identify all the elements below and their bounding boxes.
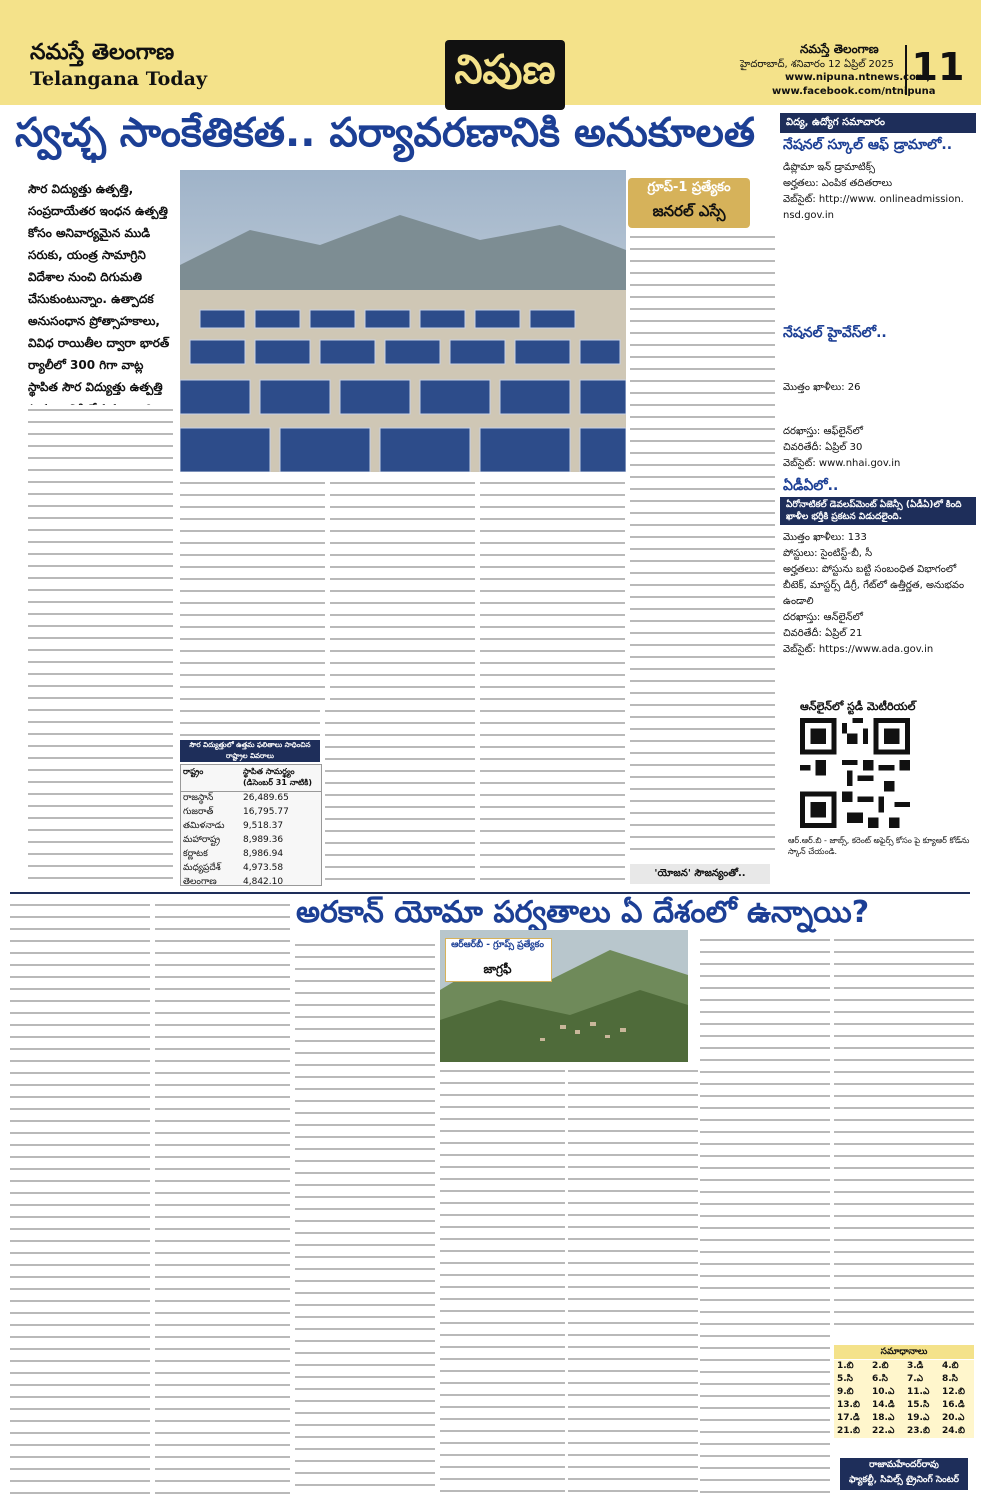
table-cell-state: కర్ణాటక bbox=[183, 849, 208, 859]
answer-item: 13.బి bbox=[837, 1400, 860, 1410]
qr-code-icon[interactable] bbox=[800, 718, 910, 828]
answer-item: 7.ఎ bbox=[907, 1374, 924, 1384]
ada-title: ఏడీఏలో.. bbox=[783, 478, 839, 494]
table-header-capacity: స్థాపిత సామర్థ్యం (డిసెంబర్ 31 నాటికి) bbox=[243, 767, 313, 787]
article1-column-8 bbox=[180, 706, 320, 736]
ada-item: చివరితేదీ: ఏప్రిల్ 21 bbox=[783, 628, 863, 639]
table-row bbox=[181, 876, 321, 890]
table-cell-state: గుజరాత్ bbox=[183, 807, 214, 817]
table-row bbox=[181, 848, 321, 862]
nsd-title: నేషనల్ స్కూల్ ఆఫ్ డ్రామాలో.. bbox=[783, 137, 953, 153]
nhai-item[interactable]: వెబ్‌సైట్: www.nhai.gov.in bbox=[783, 458, 901, 469]
solar-table-title: సౌర విద్యుత్తులో ఉత్తమ ఫలితాలు సాధించిన రాష్ట్రాల వివరాలు bbox=[180, 740, 320, 762]
ada-announcement: ఏరోనాటికల్ డెవలప్‌మెంట్ ఏజెన్సీ (ఏడీఏ)లో కింది ఖాళీల భర్తీకి ప్రకటన విడుదలైంది. bbox=[780, 497, 976, 525]
ada-item[interactable]: వెబ్‌సైట్: https://www.ada.gov.in bbox=[783, 644, 934, 655]
group1-badge-title: గ్రూప్-1 ప్రత్యేకం bbox=[647, 180, 731, 195]
ada-item: దరఖాస్తు: ఆన్‌లైన్‌లో bbox=[783, 612, 863, 623]
quiz-column-5 bbox=[568, 1066, 698, 1495]
answer-item: 9.బి bbox=[837, 1387, 854, 1397]
author-name: రాజామహేందర్‌రావు bbox=[869, 1460, 939, 1470]
article1-column-1 bbox=[28, 405, 173, 885]
answer-item: 15.సి bbox=[907, 1400, 930, 1410]
header-paper-name: నమస్తే తెలంగాణ bbox=[800, 42, 879, 56]
answer-item: 22.ఎ bbox=[872, 1426, 895, 1436]
ada-item: అర్హతలు: పోస్టును బట్టి సంబంధిత విభాగంలో బీటెక్, మాస్టర్స్ డిగ్రీ, గేట్‌లో ఉత్తీర్ణత, అనుభవం ఉండాలి bbox=[783, 564, 965, 607]
nsd-item: డిప్లొమా ఇన్ డ్రామాటిక్స్ bbox=[783, 162, 876, 173]
article1-column-7 bbox=[480, 706, 625, 886]
qr-caption: ఆర్.ఆర్.బి - జాబ్స్, కరెంట్ అఫైర్స్ కోసం పై క్యూఆర్ కోడ్‌ను స్కాన్ చేయండి. bbox=[788, 836, 970, 856]
table-cell-capacity: 9,518.37 bbox=[243, 821, 284, 831]
table-row bbox=[181, 792, 321, 806]
table-cell-capacity: 8,986.94 bbox=[243, 849, 284, 859]
article1-column-3 bbox=[330, 478, 475, 703]
quiz-column-7 bbox=[834, 935, 974, 1335]
answer-item: 17.డి bbox=[837, 1413, 860, 1423]
answer-item: 12.బి bbox=[942, 1387, 965, 1397]
nhai-item: చివరితేదీ: ఏప్రిల్ 30 bbox=[783, 442, 863, 453]
nhai-title: నేషనల్ హైవేస్‌లో.. bbox=[783, 325, 887, 341]
answer-item: 21.బి bbox=[837, 1426, 860, 1436]
table-cell-state: మహారాష్ట్ర bbox=[183, 835, 221, 845]
table-cell-state: రాజస్థాన్ bbox=[183, 793, 214, 803]
quiz-column-1 bbox=[10, 900, 150, 1495]
table-row bbox=[181, 806, 321, 820]
group1-badge-subtitle: జనరల్ ఎస్సే bbox=[652, 202, 726, 220]
answer-item: 14.డి bbox=[872, 1400, 895, 1410]
table-cell-state: తమిళనాడు bbox=[183, 821, 225, 831]
nipuna-logo: నిపుణ bbox=[445, 40, 565, 110]
header-date: హైదరాబాద్, శనివారం 12 ఏప్రిల్ 2025 bbox=[740, 59, 894, 70]
brand-telugu: నమస్తే తెలంగాణ bbox=[30, 40, 175, 65]
answer-item: 16.డి bbox=[942, 1400, 965, 1410]
answer-item: 6.సి bbox=[872, 1374, 888, 1384]
quiz-column-6 bbox=[700, 935, 830, 1495]
answer-item: 10.ఎ bbox=[872, 1387, 895, 1397]
answer-item: 24.బి bbox=[942, 1426, 965, 1436]
answer-item: 2.బి bbox=[872, 1361, 889, 1371]
nhai-list bbox=[783, 380, 975, 472]
article1-column-4 bbox=[480, 478, 625, 703]
article-intro: సౌర విద్యుత్తు ఉత్పత్తి, సంప్రదాయేతర ఇంధన ఉత్పత్తి కోసం అనివార్యమైన ముడి సరుకు, యంత్ర సామాగ్రిని విదేశాల నుంచి దిగుమతి చేసుకుంటున్నాం. ఉత్పాదక అనుసంధాన ప్రోత్సాహకాలు, వివిధ రాయితీల ద్వారా భారత్ ర్యాలీలో 300 గిగా వాట్ల స్థాపిత సౌర విద్యుత్తు ఉత్పత్తి bbox=[28, 182, 170, 394]
nsd-item: వెబ్‌సైట్: http://www. onlineadmission. nsd.gov.in bbox=[783, 194, 964, 221]
ada-item: మొత్తం ఖాళీలు: 133 bbox=[783, 532, 867, 543]
nsd-item: అర్హతలు: ఎంపిక తదితరాలు bbox=[783, 178, 893, 189]
answer-item: 3.డి bbox=[907, 1361, 924, 1371]
answer-item: 1.బి bbox=[837, 1361, 854, 1371]
nhai-item: మొత్తం ఖాళీలు: 26 bbox=[783, 382, 861, 393]
solar-panels-photo bbox=[180, 170, 626, 472]
courtesy-note: 'యోజన' సౌజన్యంతో.. bbox=[630, 864, 770, 884]
table-cell-capacity: 4,973.58 bbox=[243, 863, 284, 873]
nsd-list bbox=[783, 160, 975, 220]
answers-header: సమాధానాలు bbox=[834, 1345, 974, 1359]
answer-item: 23.బి bbox=[907, 1426, 930, 1436]
author-role: ఫ్యాకల్టీ, సివిల్స్ ట్రైనింగ్ సెంటర్ bbox=[848, 1475, 959, 1485]
geography-badge-subtitle: జాగ్రఫీ bbox=[483, 962, 512, 976]
answer-item: 8.సి bbox=[942, 1374, 958, 1384]
page-number: 11 bbox=[905, 45, 969, 95]
header-facebook-url[interactable]: www.facebook.com/ntnipuna bbox=[772, 86, 936, 97]
nhai-item: దరఖాస్తు: ఆఫ్‌లైన్‌లో bbox=[783, 426, 863, 437]
quiz-column-3 bbox=[295, 940, 435, 1495]
sidebar-header: విద్య, ఉద్యోగ సమాచారం bbox=[780, 113, 976, 133]
author-credit bbox=[840, 1458, 968, 1490]
brand-english: Telangana Today bbox=[30, 68, 207, 90]
table-row bbox=[181, 820, 321, 834]
solar-table bbox=[180, 764, 322, 886]
table-header-state: రాష్ట్రం bbox=[183, 767, 204, 776]
article1-column-6 bbox=[325, 706, 475, 886]
article1-column-2 bbox=[180, 478, 325, 703]
table-row bbox=[181, 862, 321, 876]
section-divider bbox=[10, 892, 970, 894]
table-row bbox=[181, 834, 321, 848]
answer-item: 20.ఎ bbox=[942, 1413, 965, 1423]
quiz-headline: అరకాన్ యోమా పర్వతాలు ఏ దేశంలో ఉన్నాయి? bbox=[296, 895, 870, 930]
table-cell-capacity: 4,842.10 bbox=[243, 877, 284, 887]
table-cell-capacity: 16,795.77 bbox=[243, 807, 289, 817]
table-cell-capacity: 26,489.65 bbox=[243, 793, 289, 803]
answer-item: 19.ఎ bbox=[907, 1413, 930, 1423]
geography-badge-title: ఆర్‌ఆర్‌బీ - గ్రూప్స్ ప్రత్యేకం bbox=[451, 940, 544, 950]
article1-column-5 bbox=[630, 232, 775, 857]
answer-item: 11.ఎ bbox=[907, 1387, 930, 1397]
table-cell-state: తెలంగాణ bbox=[183, 877, 217, 887]
answer-item: 18.ఎ bbox=[872, 1413, 895, 1423]
answer-item: 5.సి bbox=[837, 1374, 853, 1384]
main-headline: స్వచ్ఛ సాంకేతికత.. పర్యావరణానికి అనుకూలత bbox=[15, 110, 755, 156]
table-cell-state: మధ్యప్రదేశ్ bbox=[183, 863, 221, 873]
answer-item: 4.బి bbox=[942, 1361, 959, 1371]
ada-list bbox=[783, 530, 975, 658]
answers-grid bbox=[834, 1360, 974, 1438]
study-material-title: ఆన్‌లైన్‌లో స్టడీ మెటీరియల్ bbox=[800, 700, 916, 713]
header-url[interactable]: www.nipuna.ntnews.com, bbox=[785, 72, 931, 83]
table-cell-capacity: 8,989.36 bbox=[243, 835, 284, 845]
quiz-column-4 bbox=[440, 1066, 565, 1495]
ada-item: పోస్టులు: సైంటిస్ట్-బీ, సీ bbox=[783, 548, 873, 559]
quiz-column-2 bbox=[155, 900, 290, 1495]
